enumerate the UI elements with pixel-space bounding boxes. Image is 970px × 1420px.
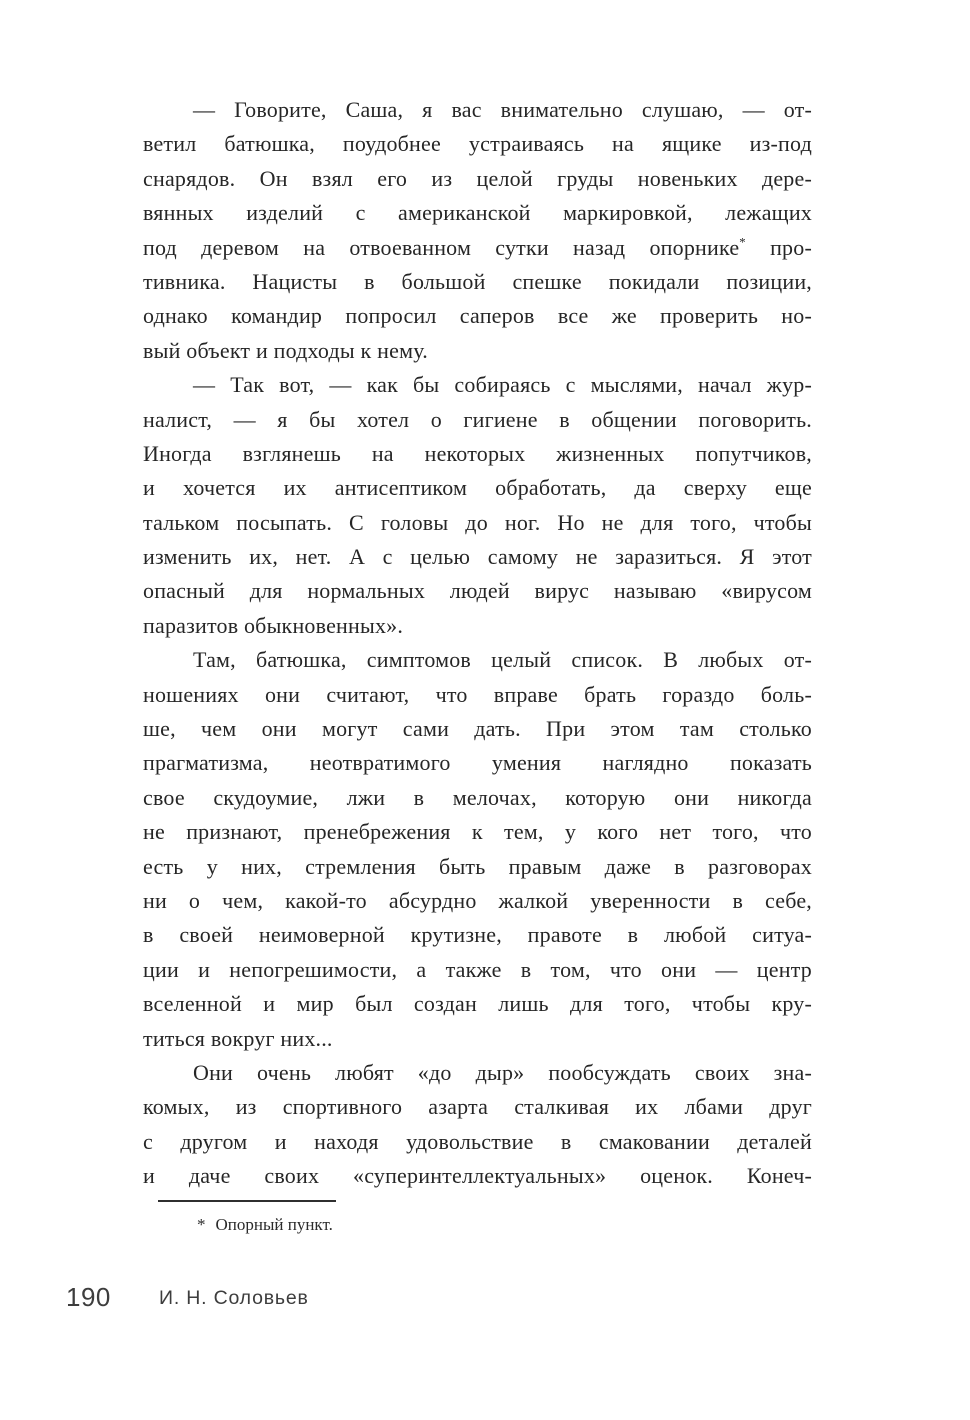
text-line: не признают, пренебрежения к тем, у кого нет того, что (143, 819, 812, 845)
paragraph (143, 368, 812, 643)
text-line: Иногда взглянешь на некоторых жизненных попутчиков, (143, 440, 812, 466)
text-line: ции и непогрешимости, а также в том, что они — центр (143, 956, 812, 982)
text-line: титься вокруг них... (143, 1025, 333, 1051)
text-line: ни о чем, какой-то абсурдно жалкой уверенности в себе, (143, 887, 812, 913)
text-line: ветил батюшка, поудобнее устраиваясь на ящике из-под (143, 131, 812, 157)
paragraph (143, 1056, 812, 1194)
text-segment: под деревом на отвоеванном сутки назад опорнике (143, 234, 740, 260)
text-line: есть у них, стремления быть правым даже в разговорах (143, 853, 812, 879)
text-block (143, 93, 812, 1194)
footnote-divider (158, 1200, 336, 1202)
text-line: в своей неимоверной крутизне, правоте в любой ситуа- (143, 922, 812, 948)
text-line: комых, из спортивного азарта сталкивая их лбами друг (143, 1094, 812, 1120)
footnote-reference-asterisk: * (739, 235, 746, 250)
footnote-marker: * (197, 1215, 206, 1234)
text-line: с другом и находя удовольствие в смаковании деталей (143, 1128, 812, 1154)
text-line: Они очень любят «до дыр» пообсуждать своих зна- (193, 1059, 812, 1085)
text-line: опасный для нормальных людей вирус называю «вирусом (143, 578, 812, 604)
text-line: снарядов. Он взял его из целой груды новеньких дере- (143, 165, 812, 191)
text-line: налист, — я бы хотел о гигиене в общении поговорить. (143, 406, 812, 432)
text-segment: про- (745, 234, 812, 260)
text-line: вый объект и подходы к нему. (143, 337, 428, 363)
page-number: 190 (66, 1282, 111, 1312)
page-footer (0, 1282, 970, 1316)
text-line: Там, батюшка, симптомов целый список. В любых от- (193, 647, 812, 673)
footnote (143, 1214, 812, 1236)
text-line: — Так вот, — как бы собираясь с мыслями, начал жур- (193, 372, 812, 398)
text-line: вянных изделий с американской маркировкой, лежащих (143, 200, 812, 226)
paragraph (143, 93, 812, 368)
text-line: ношениях они считают, что вправе брать гораздо боль- (143, 681, 812, 707)
text-line: тальком посыпать. С головы до ног. Но не для того, чтобы (143, 509, 812, 535)
text-line (143, 231, 812, 265)
text-line: и даче своих «суперинтеллектуальных» оценок. Конеч- (143, 1163, 812, 1189)
text-line: изменить их, нет. А с целью самому не заразиться. Я этот (143, 544, 812, 570)
running-title-author: И. Н. Соловьев (159, 1287, 309, 1309)
text-line: тивника. Нацисты в большой спешке покидали позиции, (143, 268, 812, 294)
text-line: ше, чем они могут сами дать. При этом там столько (143, 716, 812, 742)
text-line: паразитов обыкновенных». (143, 612, 404, 638)
text-line: прагматизма, неотвратимого умения наглядно показать (143, 750, 812, 776)
paragraph (143, 643, 812, 1056)
text-line: вселенной и мир был создан лишь для того, чтобы кру- (143, 991, 812, 1017)
footnote-text: Опорный пункт. (215, 1215, 333, 1234)
text-line: и хочется их антисептиком обработать, да сверху еще (143, 475, 812, 501)
text-line: — Говорите, Саша, я вас внимательно слушаю, — от- (193, 97, 812, 122)
text-line: свое скудоумие, лжи в мелочах, которую они никогда (143, 784, 812, 810)
footnote-line (143, 1214, 812, 1236)
text-line: однако командир попросил саперов все же проверить но- (143, 303, 812, 329)
